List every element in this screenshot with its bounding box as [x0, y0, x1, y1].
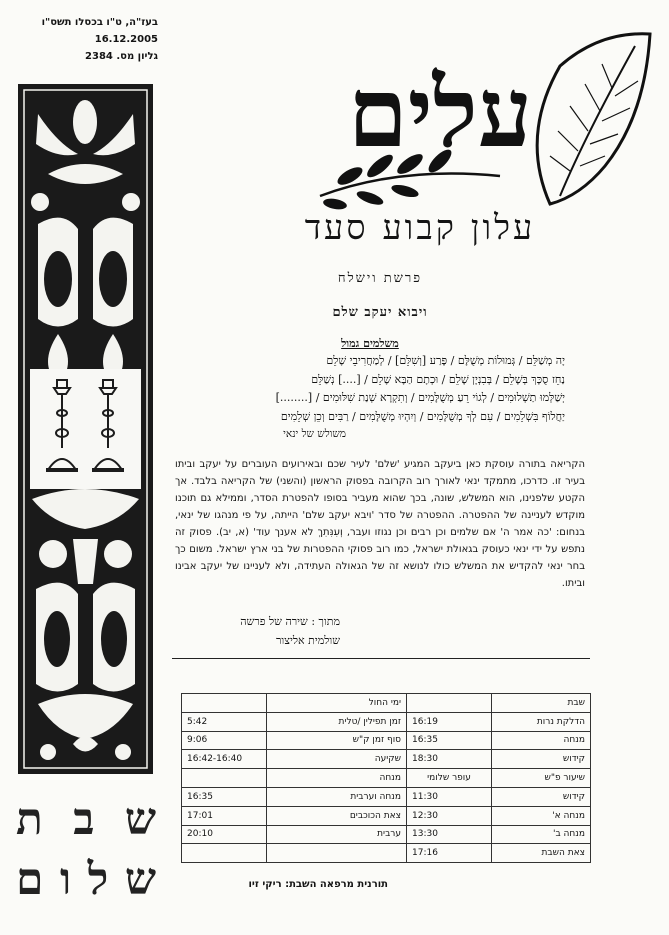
shabbat-label: צאת השבת [492, 844, 591, 863]
table-row [182, 787, 591, 806]
weekday-time [182, 844, 267, 863]
table-row [182, 731, 591, 750]
table-row [182, 750, 591, 769]
shabbat-time: 16:19 [407, 712, 492, 731]
weekday-label: סוף זמן ק"ש [267, 731, 407, 750]
issue-header [18, 14, 158, 65]
shabbat-time: 18:30 [407, 750, 492, 769]
shabbat-shalom-greeting [16, 790, 156, 910]
shabbat-label: מנחה א' [492, 806, 591, 825]
shabbat-label: קידוש [492, 787, 591, 806]
table-header-row [182, 694, 591, 713]
weekday-time: 20:10 [182, 825, 267, 844]
article-text [175, 456, 585, 592]
shabbat-time: 13:30 [407, 825, 492, 844]
newsletter-logo [240, 26, 660, 226]
shabbat-label: הדלקת נרות [492, 712, 591, 731]
weekday-label [267, 844, 407, 863]
greeting-word-shalom: ש ל ו ם [16, 854, 156, 905]
weekday-time: 5:42 [182, 712, 267, 731]
weekday-label: ערבית [267, 825, 407, 844]
logo-subtitle: עלון קבוע סעד [304, 208, 536, 248]
header-weekdays: ימי החול [267, 694, 407, 713]
table-row [182, 825, 591, 844]
shabbat-label: מנחה ב' [492, 825, 591, 844]
weekday-label: שקיעה [267, 750, 407, 769]
table-row [182, 844, 591, 863]
greeting-word-shabbat: ש ב ת [16, 794, 156, 845]
poem-signature: משולש של ינאי [283, 428, 346, 440]
logo-title: עלים [347, 56, 533, 169]
shabbat-label: שיעור פ"ש [492, 769, 591, 788]
shabbat-time: 17:16 [407, 844, 492, 863]
issue-number: גליון מס. 2384 [85, 51, 158, 62]
weekday-label: זמן תפילין /טלית [267, 712, 407, 731]
gregorian-date: 16.12.2005 [94, 34, 158, 45]
table-row [182, 712, 591, 731]
weekday-time: 17:01 [182, 806, 267, 825]
poem-title: משלמים גמול [341, 337, 399, 350]
article-source [170, 612, 340, 650]
poem-line: יָה מְשַׁלֵּם / גְּמוּלוֹת מְשֻׁלָּם / פֶּרַע [וְשִׁלֵּם] / לְמַחֲרִיבֵי שָׁלֵם [326, 354, 565, 367]
poem-line: יְשַׁלְּמוּ תַשְׁלוּמִים / לְגוֹי רֵעַ מְשֻׁלָּמִים / וְתִקְרָא שְׁנַת שִׁלּוּמִים / [........] [275, 391, 565, 404]
weekday-time [182, 769, 267, 788]
table-row [182, 806, 591, 825]
table-row [182, 769, 591, 788]
source-author: שולמית אליצור [276, 634, 340, 647]
shabbat-time: 11:30 [407, 787, 492, 806]
shabbat-label: קידוש [492, 750, 591, 769]
hebrew-date: בעז"ה, ט"ו בכסלו תשס"ו [41, 17, 158, 28]
shabbat-time: עופר שלומי [407, 769, 492, 788]
shabbat-time: 16:35 [407, 731, 492, 750]
weekday-label: צאת הכוכבים [267, 806, 407, 825]
weekday-time: 9:06 [182, 731, 267, 750]
headline: ויבוא יעקב שלם [332, 305, 428, 320]
clinic-duty-note: תורנית מרפאה השבת: ריקי זיו [248, 879, 388, 890]
article-paragraph: הקריאה בתורה עוסקת כאן ביעקב המגיע 'שלם' לעיר שכם ובאירועים העוברים על יעקב וביתו בעיר זו. כדרכו, מתמקד ינאי לאורך רוב הקרובה בפסוק הראשון (והשני) של הקריאה בלבד. אך הקטע שלפנינו, הוא המשלש, שונה, בכך שהוא מעביר בסופו להפטרת הסדר, וממילא גם תוכנו מוקדש לעניינה של ההפטרה. ההפטרה של סדר 'ויבא יעקב שלם' הייתה, על פי מנהגו של ינאי, בנחום: 'כה אמר ה' אם שלמים וכן רבים וכן נגוזו ועבר, וְעִנִּתִךְ לא אענך עוד' (א, יב). פסוק זה נתפש על ידי ינאי כעוסק בגאולת ישראל, כמו רוב פסוקי ההפטרות של בני ארץ ישראל. משום כך בחר ינאי להקדיש את המשלש כולו לנושא זה של הגאולה העתידה, ולא לעניינו של יעקב אבינו וביתו. [175, 459, 585, 589]
header-shabbat: שבת [492, 694, 591, 713]
source-book: מתוך : שירה של פרשה [240, 615, 340, 628]
shabbat-label: מנחה [492, 731, 591, 750]
poem-text [200, 352, 565, 426]
section-divider [172, 658, 590, 659]
weekday-label: מנחה וערבית [267, 787, 407, 806]
prayer-times-table [181, 693, 591, 863]
parasha-name: פרשת וישלח [337, 271, 423, 286]
poem-line: יַחֲלוֹף בִּשְׁלֵמִים / עִם לְךָ מְשֻׁלָּמִים / וְיִהְיוּ מְשֻׁלָּמִים / רַבִּים וְכֵן שְׁלֵמִים [280, 409, 565, 423]
weekday-time: 16:42-16:40 [182, 750, 267, 769]
candlesticks-illustration [40, 378, 140, 478]
weekday-time: 16:35 [182, 787, 267, 806]
poem-line: נַחֵז סֻכָּךְ בְּשָׁלֵם / בְּבִנְיָן שָׁלֵם / וּכְתָם הַבָּא שָׁלֵם / [....] נְשַׁלֵּם [311, 372, 565, 386]
weekday-label: מנחה [267, 769, 407, 788]
shabbat-time: 12:30 [407, 806, 492, 825]
